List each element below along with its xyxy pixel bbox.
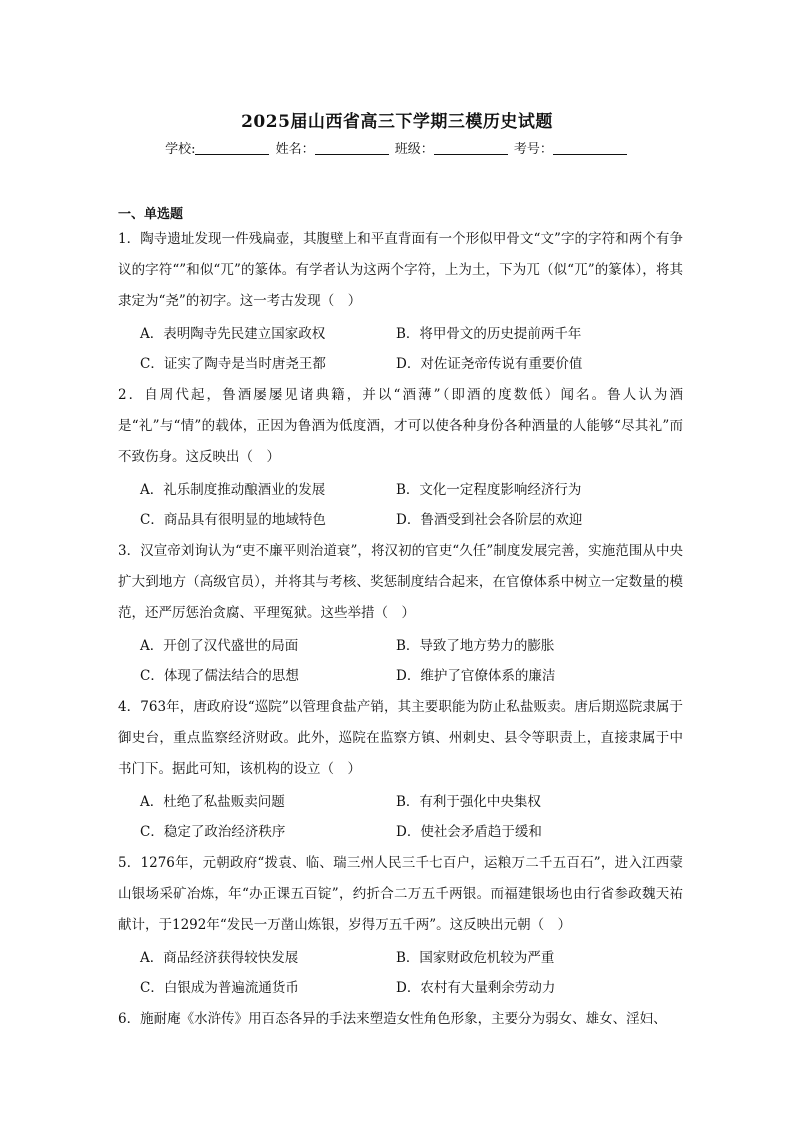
class-blank [434, 142, 508, 155]
question-6-stem: 6．施耐庵《水浒传》用百态各异的手法来塑造女性角色形象，主要分为弱女、雄女、淫妇、 [118, 1011, 667, 1027]
number-label: 考号： [513, 142, 553, 157]
option-c: C．证实了陶寺是当时唐尧王都 [140, 356, 326, 372]
option-a: A．礼乐制度推动酿酒业的发展 [140, 482, 326, 498]
school-blank [195, 142, 269, 155]
class-label: 班级： [394, 142, 434, 157]
option-d: D．使社会矛盾趋于缓和 [396, 824, 542, 840]
school-label: 学校: [165, 142, 196, 157]
question-5-stem: 5．1276年，元朝政府“拨袁、临、瑞三州人民三千七百户，运粮万二千五百石”，进入江西蒙山银场采矿冶炼，年“办正课五百锭”，约折合二万五千两银。而福建银场也由行省参政魏天祐献计，于1292年“发民一万凿山炼银，岁得万五千两”。这反映出元朝（ ） [118, 855, 683, 933]
question-4-stem: 4．763年，唐政府设“巡院”以管理食盐产销，其主要职能为防止私盐贩卖。唐后期巡院隶属于御史台，重点监察经济财政。此外，巡院在监察方镇、州刺史、县令等职责上，直接隶属于中书门下。据此可知，该机构的设立（ ） [118, 699, 683, 777]
option-b: B．有利于强化中央集权 [396, 794, 541, 810]
question-1-stem: 1．陶寺遗址发现一件残扁壶，其腹壁上和平直背面有一个形似甲骨文“文”字的字符和两个有争议的字符“”和似“兀”的篆体。有学者认为这两个字符，上为土，下为兀（似“兀”的篆体），将其隶定为“尧”的初字。这一考古发现（ ） [118, 231, 683, 309]
option-d: D．农村有大量剩余劳动力 [396, 980, 556, 996]
name-label: 姓名： [275, 142, 315, 157]
option-a: A．商品经济获得较快发展 [140, 950, 299, 966]
option-b: B．国家财政危机较为严重 [396, 950, 555, 966]
number-blank [553, 142, 627, 155]
option-a: A．表明陶寺先民建立国家政权 [140, 326, 326, 342]
option-d: D．维护了官僚体系的廉洁 [396, 668, 556, 684]
option-c: C．白银成为普遍流通货币 [140, 980, 299, 996]
option-d: D．鲁酒受到社会各阶层的欢迎 [396, 512, 583, 528]
option-b: B．文化一定程度影响经济行为 [396, 482, 582, 498]
option-a: A．杜绝了私盐贩卖问题 [140, 794, 285, 810]
option-a: A．开创了汉代盛世的局面 [140, 638, 299, 654]
student-info-line [0, 138, 794, 157]
option-c: C．稳定了政治经济秩序 [140, 824, 286, 840]
option-c: C．商品具有很明显的地域特色 [140, 512, 326, 528]
section-heading: 一、单选题 [118, 207, 184, 222]
option-d: D．对佐证尧帝传说有重要价值 [396, 356, 583, 372]
name-blank [315, 142, 389, 155]
question-2-stem: 2．自周代起，鲁酒屡屡见诸典籍，并以“酒薄”（即酒的度数低）闻名。鲁人认为酒是“礼”与“情”的载体，正因为鲁酒为低度酒，才可以使各种身份各种酒量的人能够“尽其礼”而不致伤身。这反映出（ ） [118, 387, 683, 465]
option-b: B．将甲骨文的历史提前两千年 [396, 326, 582, 342]
exam-title: 2025届山西省高三下学期三模历史试题 [241, 112, 553, 132]
question-3-stem: 3．汉宣帝刘询认为“吏不廉平则治道衰”，将汉初的官吏“久任”制度发展完善，实施范围从中央扩大到地方（高级官员），并将其与考核、奖惩制度结合起来，在官僚体系中树立一定数量的模范，还严厉惩治贪腐、平理冤狱。这些举措（ ） [118, 543, 683, 621]
option-c: C．体现了儒法结合的思想 [140, 668, 299, 684]
option-b: B．导致了地方势力的膨胀 [396, 638, 555, 654]
